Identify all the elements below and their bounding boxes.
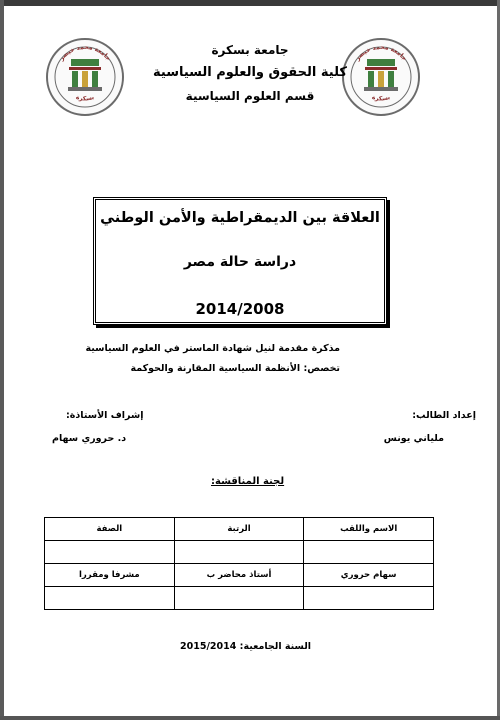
column-header: الاسم واللقب — [304, 518, 434, 541]
table-cell: أستاذ محاضر ب — [174, 564, 304, 587]
table-row — [45, 541, 434, 564]
column-header: الصفة — [45, 518, 175, 541]
seal-city-text: بسكرة — [371, 93, 392, 103]
seal-arc-text: جامعة محمد خيضر — [58, 43, 112, 63]
department-name: قسم العلوم السياسية — [185, 89, 315, 103]
table-row — [45, 587, 434, 610]
specialization: تخصص: الأنظمة السياسية المقارنة والحوكمة — [130, 363, 340, 374]
table-cell: سهام حروري — [304, 564, 434, 587]
prepared-by-label: إعداد الطالب: — [412, 410, 476, 421]
table-cell — [45, 587, 175, 610]
table-row — [45, 564, 434, 587]
window-left-border — [0, 0, 4, 720]
table-cell: مشرفا ومقررا — [45, 564, 175, 587]
table-cell — [174, 587, 304, 610]
supervision-label: إشراف الأستاذة: — [66, 410, 144, 421]
window-top-border — [0, 0, 500, 6]
university-name: جامعة بسكرة — [211, 43, 289, 57]
faculty-name: كلية الحقوق والعلوم السياسية — [153, 65, 347, 80]
memo-purpose: مذكرة مقدمة لنيل شهادة الماستر في العلوم السياسية — [85, 343, 340, 354]
seal-arc-text: جامعة محمد خيضر — [354, 43, 408, 63]
academic-year: السنة الجامعية: 2015/2014 — [180, 641, 312, 652]
committee-heading: لجنة المناقشة: — [211, 476, 285, 487]
table-header-row — [45, 518, 434, 541]
table-cell — [45, 541, 175, 564]
table-cell — [174, 541, 304, 564]
seal-city-text: بسكرة — [75, 93, 96, 103]
thesis-title: العلاقة بين الديمقراطية والأمن الوطني — [100, 210, 380, 226]
table-cell — [304, 541, 434, 564]
committee-table — [44, 517, 434, 610]
thesis-title-box — [93, 197, 387, 325]
supervisor-name: د. حروري سهام — [52, 433, 127, 444]
window-bottom-border — [0, 716, 500, 720]
table-cell — [304, 587, 434, 610]
thesis-years: 2014/2008 — [195, 300, 285, 318]
thesis-subtitle: دراسة حالة مصر — [183, 254, 297, 270]
student-name: ملياني يونس — [383, 433, 444, 444]
column-header: الرتبة — [174, 518, 304, 541]
university-seal-icon — [44, 36, 126, 118]
